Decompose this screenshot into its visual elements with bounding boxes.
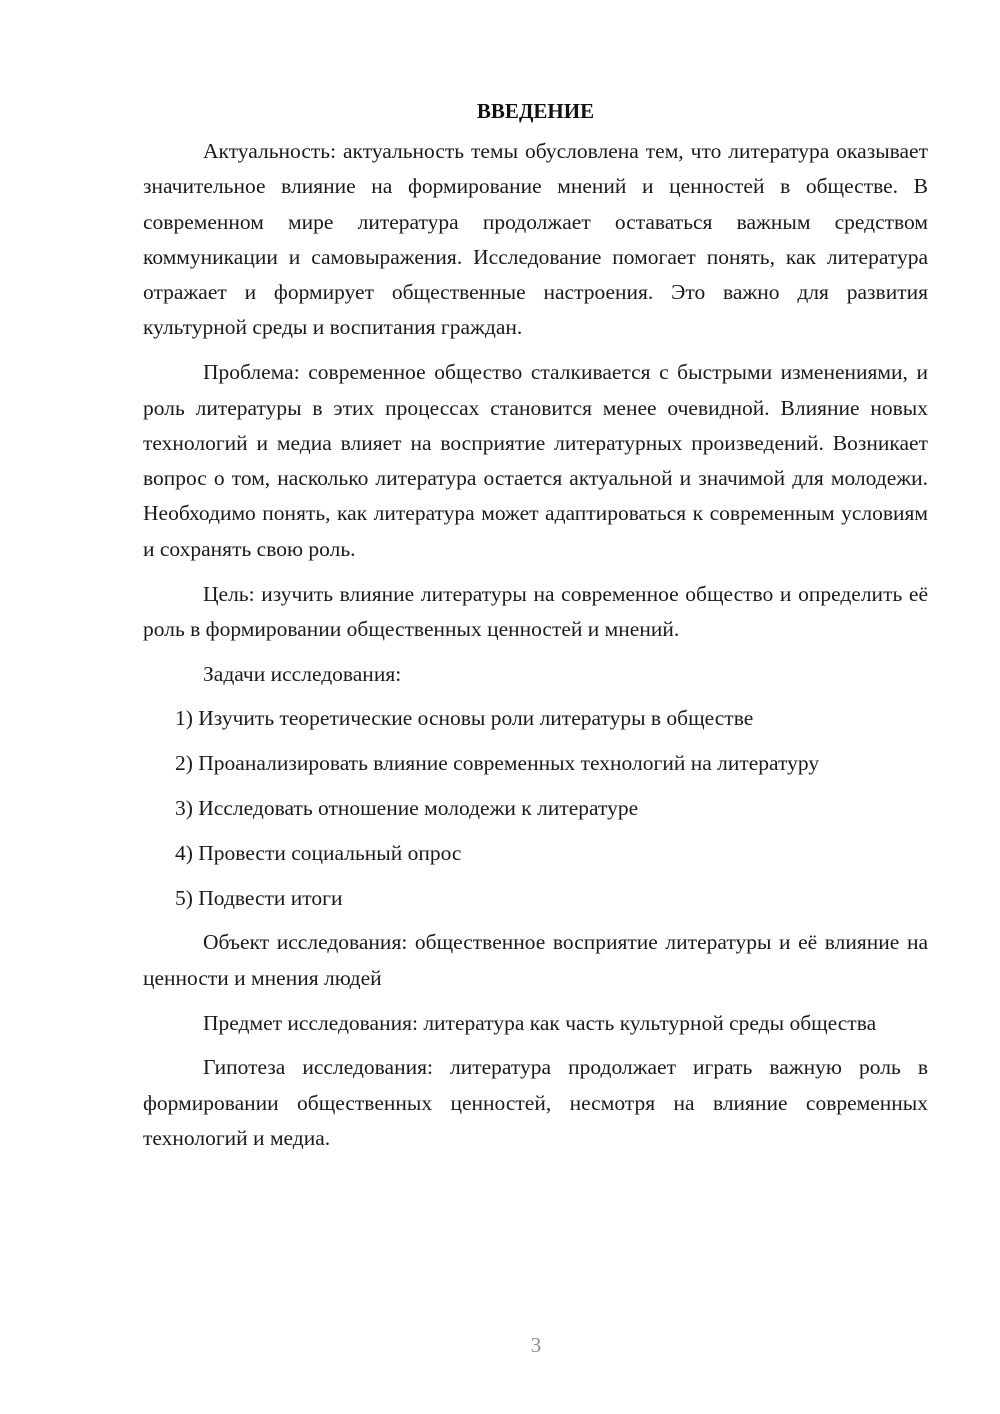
problem-paragraph: Проблема: современное общество сталкивается с быстрыми изменениями, и роль литературы в этих процессах становится менее очевидной. Влияние новых технологий и медиа влияет на восприятие литературных произведений. Возникает вопрос о том, насколько литература остается актуальной и значимой для молодежи. Необходимо понять, как литература может адаптироваться к современным условиям и сохранять свою роль.	[143, 360, 928, 561]
subject-paragraph: Предмет исследования: литература как часть культурной среды общества	[203, 1010, 877, 1035]
tasks-heading: Задачи исследования:	[203, 661, 402, 686]
list-item: 2) Проанализировать влияние современных технологий на литературу	[175, 751, 820, 776]
document-body	[143, 96, 928, 1166]
list-item: 3) Исследовать отношение молодежи к литературе	[175, 796, 639, 821]
tasks-list	[143, 701, 928, 915]
hypothesis-paragraph: Гипотеза исследования: литература продолжает играть важную роль в формировании общественных ценностей, несмотря на влияние современных технологий и медиа.	[143, 1055, 928, 1150]
goal-paragraph: Цель: изучить влияние литературы на современное общество и определить её роль в формировании общественных ценностей и мнений.	[143, 581, 928, 641]
relevance-paragraph: Актуальность: актуальность темы обусловлена тем, что литература оказывает значительное влияние на формирование мнений и ценностей в обществе. В современном мире литература продолжает оставаться важным средством коммуникации и самовыражения. Исследование помогает понять, как литература отражает и формирует общественные настроения. Это важно для развития культурной среды и воспитания граждан.	[143, 139, 928, 340]
list-item: 4) Провести социальный опрос	[175, 840, 462, 865]
object-paragraph: Объект исследования: общественное восприятие литературы и её влияние на ценности и мнения людей	[143, 930, 928, 990]
list-item: 1) Изучить теоретические основы роли литературы в обществе	[175, 706, 754, 731]
page-number: 3	[530, 1333, 542, 1357]
list-item: 5) Подвести итоги	[175, 885, 343, 910]
page-title: ВВЕДЕНИЕ	[476, 99, 595, 123]
